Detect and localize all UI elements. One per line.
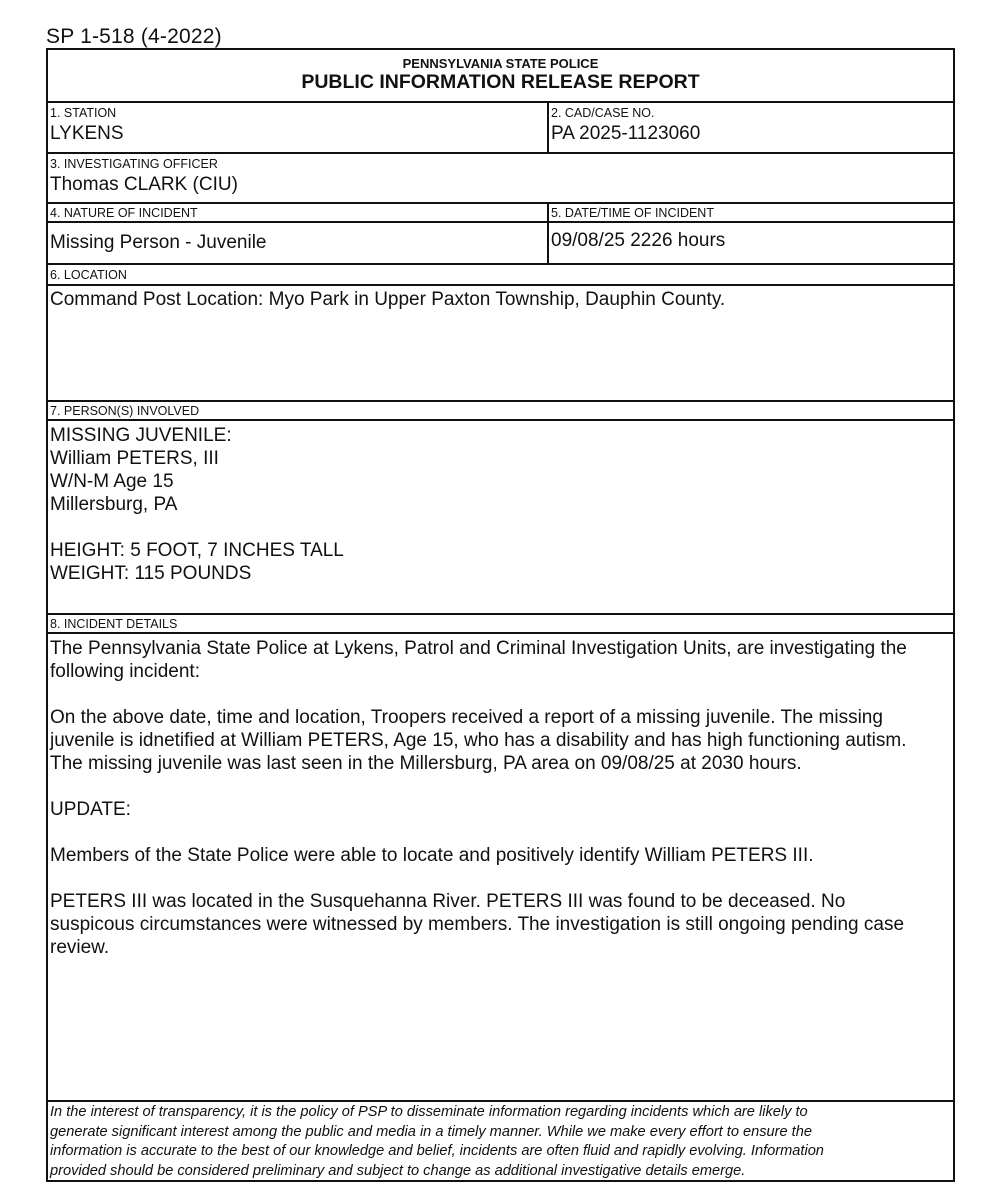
details-value-row bbox=[48, 632, 953, 1100]
nature-datetime-label-row bbox=[48, 202, 953, 221]
persons-line: WEIGHT: 115 POUNDS bbox=[50, 563, 252, 584]
officer-value: Thomas CLARK (CIU) bbox=[50, 174, 238, 195]
disclaimer-line: information is accurate to the best of our knowledge and belief, incidents are often fluid and rapidly evolving. Information bbox=[50, 1143, 824, 1159]
details-line: following incident: bbox=[50, 661, 200, 682]
datetime-value: 09/08/25 2226 hours bbox=[551, 230, 726, 251]
location-value: Command Post Location: Myo Park in Upper Paxton Township, Dauphin County. bbox=[50, 289, 726, 310]
details-line bbox=[50, 867, 953, 890]
station-field bbox=[48, 103, 549, 152]
persons-line bbox=[50, 516, 953, 539]
details-line bbox=[50, 775, 953, 798]
disclaimer-text bbox=[48, 1102, 953, 1181]
officer-field bbox=[48, 154, 953, 202]
case-number-value: PA 2025-1123060 bbox=[551, 123, 701, 144]
persons-line: W/N-M Age 15 bbox=[50, 471, 174, 492]
details-line: On the above date, time and location, Troopers received a report of a missing juvenile. The missing bbox=[50, 707, 883, 728]
details-line: The missing juvenile was last seen in the Millersburg, PA area on 09/08/25 at 2030 hours. bbox=[50, 753, 802, 774]
details-text bbox=[48, 634, 953, 959]
persons-line: Millersburg, PA bbox=[50, 494, 178, 515]
location-label: 6. LOCATION bbox=[50, 268, 127, 282]
report-title: PUBLIC INFORMATION RELEASE REPORT bbox=[301, 71, 700, 93]
nature-value: Missing Person - Juvenile bbox=[50, 232, 267, 253]
disclaimer-line: provided should be considered preliminary and subject to change as additional investigative details emerge. bbox=[50, 1162, 746, 1179]
details-label-row bbox=[48, 613, 953, 632]
details-line bbox=[50, 683, 953, 706]
nature-label-cell bbox=[48, 204, 549, 221]
station-case-row bbox=[48, 101, 953, 152]
case-number-label: 2. CAD/CASE NO. bbox=[551, 106, 655, 120]
disclaimer-line: generate significant interest among the public and media in a timely manner. While we make every effort to ensure the bbox=[50, 1123, 812, 1140]
case-number-field bbox=[549, 103, 953, 152]
nature-datetime-value-row bbox=[48, 221, 953, 263]
details-label: 8. INCIDENT DETAILS bbox=[50, 617, 178, 631]
form-id: SP 1-518 (4-2022) bbox=[46, 25, 222, 48]
location-value-row bbox=[48, 284, 953, 400]
details-line: review. bbox=[50, 937, 110, 958]
details-line bbox=[50, 821, 953, 844]
datetime-label-cell bbox=[549, 204, 953, 221]
details-line: Members of the State Police were able to locate and positively identify William PETERS III. bbox=[50, 845, 814, 866]
persons-text bbox=[48, 421, 953, 585]
disclaimer-row bbox=[48, 1100, 953, 1180]
nature-value-cell bbox=[48, 223, 549, 263]
persons-label: 7. PERSON(S) INVOLVED bbox=[50, 404, 200, 418]
release-report-form bbox=[46, 48, 955, 1182]
agency-name: PENNSYLVANIA STATE POLICE bbox=[402, 56, 599, 71]
details-line: suspicous circumstances were witnessed by members. The investigation is still ongoing pending case bbox=[50, 914, 905, 935]
persons-label-row bbox=[48, 400, 953, 419]
details-line: juvenile is idnetified at William PETERS, Age 15, who has a disability and has high functioning autism. bbox=[50, 730, 907, 751]
persons-line: HEIGHT: 5 FOOT, 7 INCHES TALL bbox=[50, 540, 344, 561]
persons-line: MISSING JUVENILE: bbox=[50, 425, 232, 446]
officer-label: 3. INVESTIGATING OFFICER bbox=[50, 157, 218, 171]
details-line: UPDATE: bbox=[50, 799, 131, 820]
datetime-label: 5. DATE/TIME OF INCIDENT bbox=[551, 206, 714, 220]
station-label: 1. STATION bbox=[50, 106, 117, 120]
officer-row bbox=[48, 152, 953, 202]
details-line: PETERS III was located in the Susquehanna River. PETERS III was found to be deceased. No bbox=[50, 891, 846, 912]
station-value: LYKENS bbox=[50, 123, 124, 144]
persons-value-row bbox=[48, 419, 953, 613]
disclaimer-line: In the interest of transparency, it is the policy of PSP to disseminate information regarding incidents which are likely to bbox=[50, 1104, 808, 1120]
nature-label: 4. NATURE OF INCIDENT bbox=[50, 206, 198, 220]
location-label-row bbox=[48, 263, 953, 284]
datetime-value-cell bbox=[549, 223, 953, 263]
details-line: The Pennsylvania State Police at Lykens, Patrol and Criminal Investigation Units, are investigating the bbox=[50, 638, 907, 659]
persons-line: William PETERS, III bbox=[50, 448, 219, 469]
report-header bbox=[48, 50, 953, 101]
